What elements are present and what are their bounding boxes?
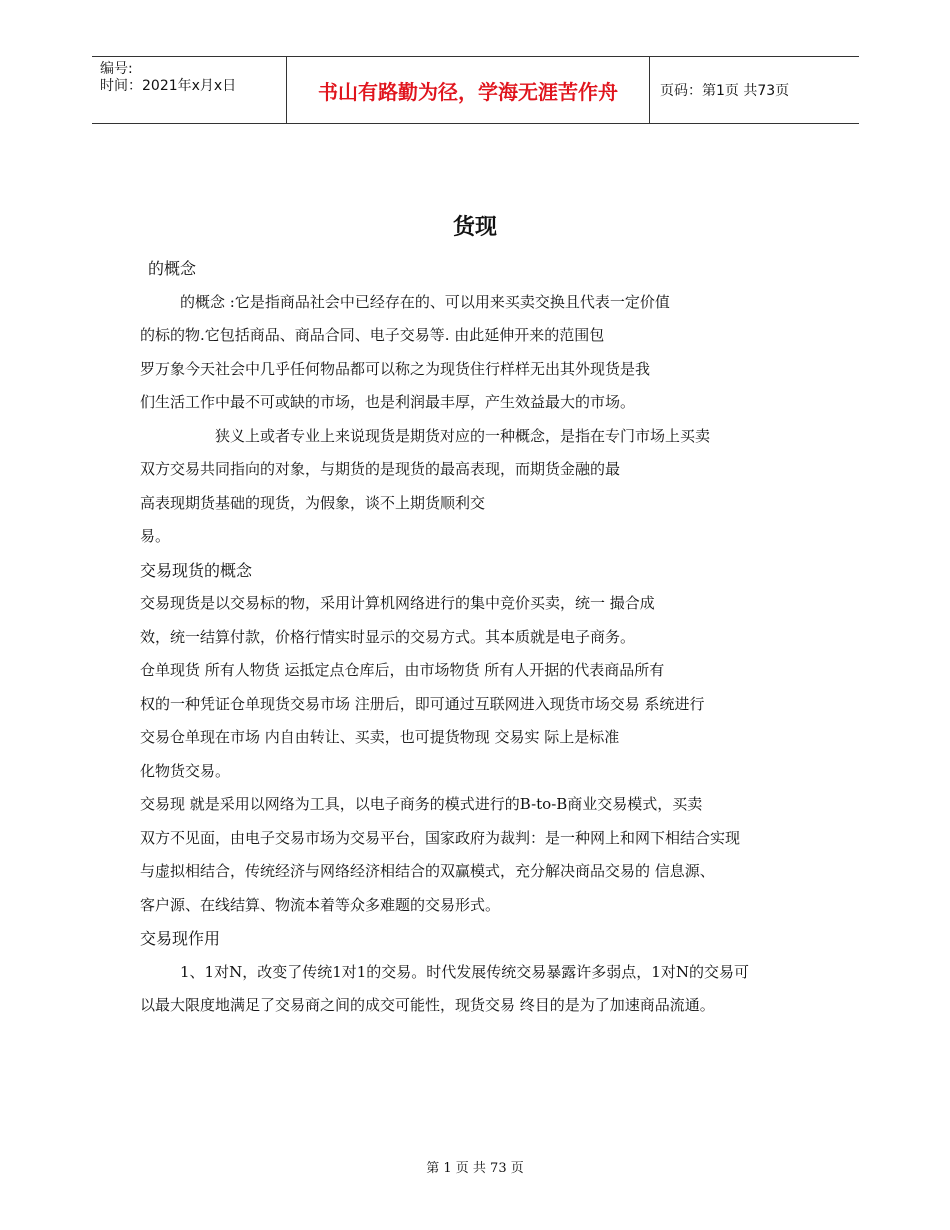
body-text-line: 狭义上或者专业上来说现货是期货对应的一种概念，是指在专门市场上买卖 <box>215 426 711 445</box>
body-text-line: 交易仓单现在市场 内自由转让、买卖，也可提货物现 交易实 际上是标准 <box>140 728 620 746</box>
body-text-line: 高表现期货基础的现货，为假象，谈不上期货顺利交 <box>140 493 486 512</box>
body-text-line: 1、1对N，改变了传统1对1的交易。时代发展传统交易暴露许多弱点，1对N的交易可 <box>180 962 749 981</box>
body-text-line: 交易现 就是采用以网络为工具，以电子商务的模式进行的B-to-B商业交易模式，买卖 <box>140 795 703 813</box>
body-text-line: 仓单现货 所有人物货 运抵定点仓库后，由市场物货 所有人开据的代表商品所有 <box>140 661 665 679</box>
body-text-line: 客户源、在线结算、物流本着等众多难题的交易形式。 <box>140 895 501 914</box>
doc-time-label: 时间：2021年x月x日 <box>100 78 237 94</box>
body-text-line: 的概念 :它是指商品社会中已经存在的、可以用来买卖交换且代表一定价值 <box>180 292 670 311</box>
section-heading: 交易现作用 <box>140 929 221 948</box>
body-text-line: 的标的物.它包括商品、商品合同、电子交易等. 由此延伸开来的范围包 <box>140 326 605 344</box>
doc-number-label: 编号: <box>100 61 133 77</box>
body-text-line: 双方交易共同指向的对象，与期货的是现货的最高表现，而期货金融的最 <box>140 460 621 478</box>
body-text-line: 们生活工作中最不可或缺的市场，也是利润最丰厚，产生效益最大的市场。 <box>140 393 636 411</box>
body-text-line: 双方不见面，由电子交易市场为交易平台，国家政府为裁判：是一种网上和网下相结合实现 <box>140 828 741 847</box>
header-motto: 书山有路勤为径，学海无涯苦作舟 <box>287 57 650 123</box>
body-text-line: 权的一种凭证仓单现货交易市场 注册后，即可通过互联网进入现货市场交易 系统进行 <box>140 694 705 713</box>
header-page-label: 页码：第1页 共73页 <box>660 83 790 99</box>
body-text-line: 以最大限度地满足了交易商之间的成交可能性，现货交易 终目的是为了加速商品流通。 <box>140 996 715 1014</box>
body-text-line: 交易现货是以交易标的物，采用计算机网络进行的集中竞价买卖，统一 撮合成 <box>140 594 655 612</box>
page-footer: 第 1 页 共 73 页 <box>426 1161 524 1176</box>
body-text-line: 易。 <box>140 527 171 545</box>
page-header <box>92 56 859 124</box>
section-heading: 的概念 <box>148 259 197 278</box>
body-text-line: 罗万象今天社会中几乎任何物品都可以称之为现货住行样样无出其外现货是我 <box>140 359 651 378</box>
section-heading: 交易现货的概念 <box>140 560 253 580</box>
body-text-line: 化物货交易。 <box>140 761 231 780</box>
body-text-line: 效，统一结算付款，价格行情实时显示的交易方式。其本质就是电子商务。 <box>140 627 636 646</box>
body-text-line: 与虚拟相结合，传统经济与网络经济相结合的双赢模式，充分解决商品交易的 信息源、 <box>140 862 715 880</box>
header-meta <box>92 57 287 123</box>
document-body <box>140 252 820 1023</box>
document-title: 货现 <box>452 215 497 240</box>
